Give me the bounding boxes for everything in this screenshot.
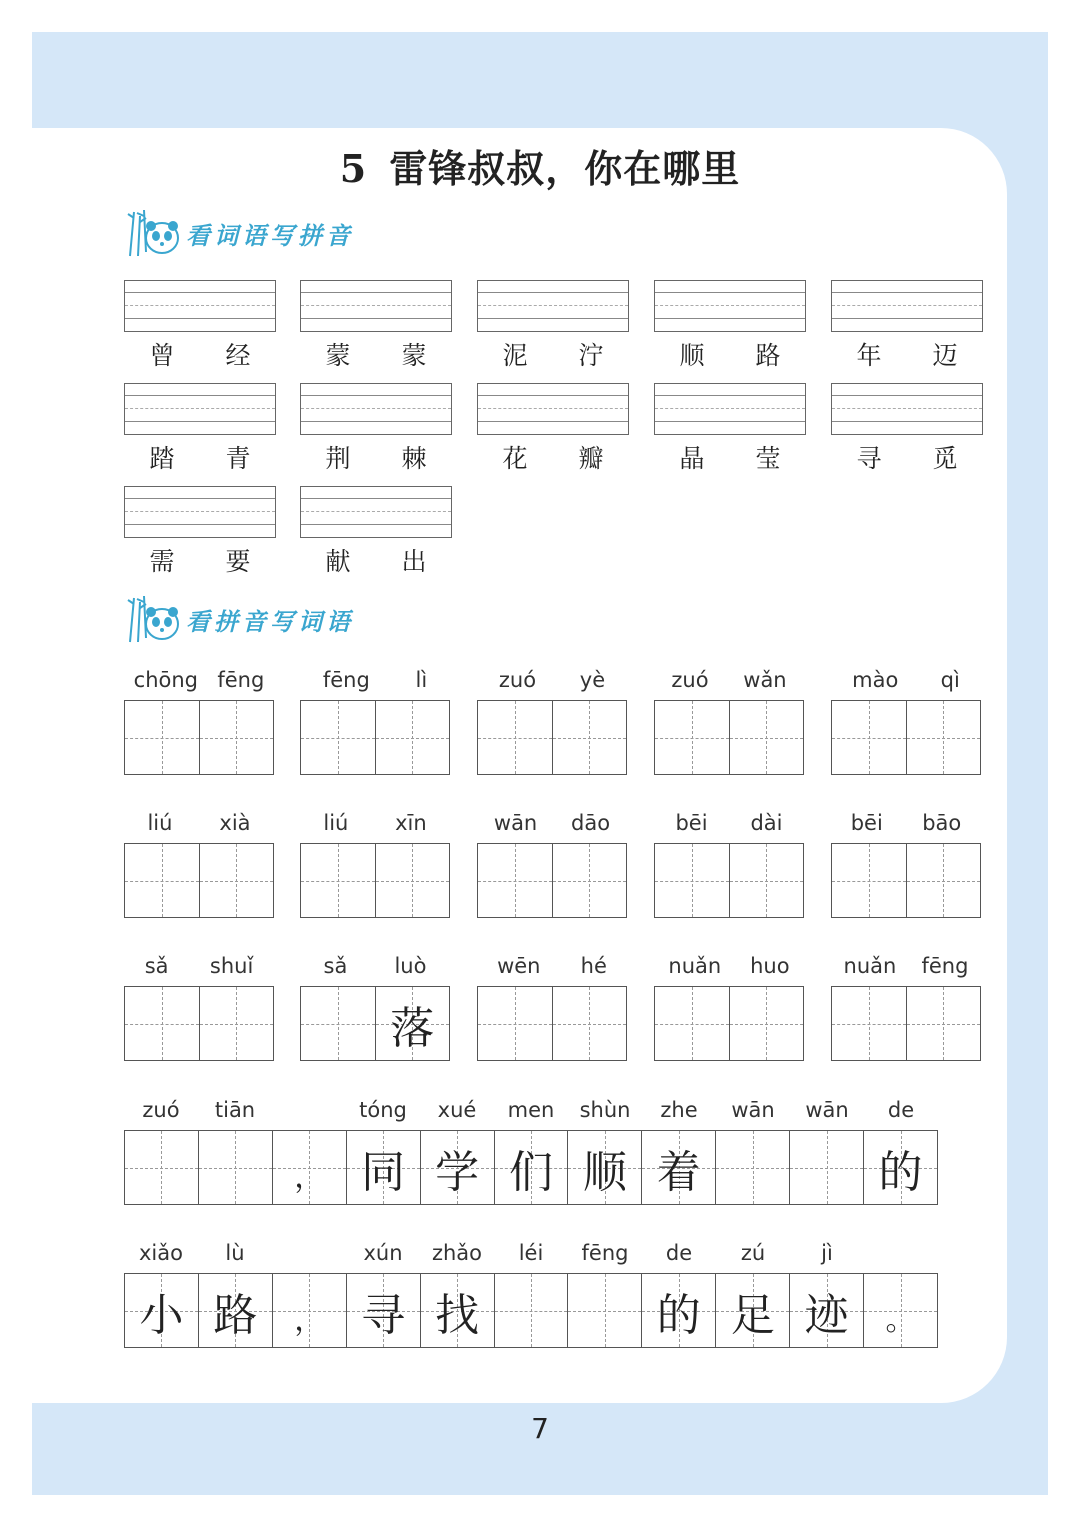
character-cell[interactable] <box>655 701 729 774</box>
filled-character: 着 <box>656 1146 701 1198</box>
sentence-pinyin: zhǎo <box>431 1241 483 1265</box>
character-cell[interactable] <box>494 1274 568 1347</box>
character-cell[interactable] <box>420 1274 494 1347</box>
pinyin-answer-box[interactable] <box>477 280 629 332</box>
filled-character: 顺 <box>582 1146 627 1198</box>
pinyin-answer-box[interactable] <box>300 280 452 332</box>
character-cell[interactable] <box>478 844 552 917</box>
punctuation-mark: ， <box>294 1303 325 1338</box>
pinyin-syllable: fēng <box>921 954 969 978</box>
character-cell[interactable] <box>863 1274 937 1347</box>
tianzige-grid <box>654 986 804 1061</box>
word-character: 蒙 <box>401 341 427 370</box>
character-cell[interactable] <box>346 1274 420 1347</box>
character-cell[interactable] <box>478 701 552 774</box>
sentence-pinyin: de <box>665 1241 693 1265</box>
tianzige-grid <box>124 700 274 775</box>
sentence-pinyin: léi <box>518 1241 544 1265</box>
tianzige-grid <box>124 986 274 1061</box>
word-label <box>300 336 452 372</box>
filled-character: 足 <box>730 1289 775 1341</box>
character-cell[interactable] <box>729 987 804 1060</box>
character-cell[interactable] <box>198 1274 272 1347</box>
lesson-title: 雷锋叔叔，你在哪里 <box>389 146 741 191</box>
character-cell[interactable] <box>125 701 199 774</box>
character-cell[interactable] <box>863 1131 937 1204</box>
filled-character <box>568 1274 641 1347</box>
filled-character <box>495 1274 568 1347</box>
pinyin-label <box>831 954 981 978</box>
pinyin-label <box>124 668 274 692</box>
page-number: 7 <box>531 1412 549 1445</box>
sentence-pinyin: zhe <box>660 1098 698 1122</box>
character-cell[interactable] <box>478 987 552 1060</box>
character-cell[interactable] <box>729 844 804 917</box>
character-cell[interactable] <box>272 1274 346 1347</box>
character-cell[interactable] <box>198 1131 272 1204</box>
word-character: 需 <box>149 547 175 576</box>
sentence-pinyin: xiǎo <box>139 1241 183 1265</box>
filled-character <box>730 701 804 774</box>
character-cell[interactable] <box>199 844 274 917</box>
punctuation-mark: ， <box>294 1160 325 1195</box>
character-cell[interactable] <box>655 987 729 1060</box>
pinyin-syllable: sǎ <box>323 954 348 978</box>
word-label <box>654 439 806 475</box>
punctuation-mark: 。 <box>885 1303 916 1338</box>
filled-character: 学 <box>435 1146 480 1198</box>
pinyin-syllable: xīn <box>395 811 427 835</box>
character-cell[interactable] <box>301 987 375 1060</box>
filled-character <box>832 987 906 1060</box>
pinyin-answer-box[interactable] <box>124 383 276 435</box>
character-cell[interactable] <box>789 1131 863 1204</box>
pinyin-syllable: dài <box>750 811 783 835</box>
filled-character <box>478 987 552 1060</box>
sentence-pinyin: zú <box>740 1241 766 1265</box>
filled-character <box>200 701 274 774</box>
word-character: 寻 <box>856 444 882 473</box>
word-character: 经 <box>225 341 251 370</box>
word-character: 路 <box>755 341 781 370</box>
word-character: 献 <box>325 547 351 576</box>
filled-character <box>907 701 981 774</box>
character-cell[interactable] <box>641 1274 715 1347</box>
word-character: 踏 <box>149 444 175 473</box>
filled-character: 们 <box>508 1146 553 1198</box>
pinyin-syllable: bāo <box>922 811 962 835</box>
pinyin-syllable: lì <box>415 668 428 692</box>
tianzige-grid <box>654 843 804 918</box>
pinyin-label <box>831 668 981 692</box>
filled-character <box>730 844 804 917</box>
pinyin-syllable: qì <box>940 668 960 692</box>
pinyin-syllable: mào <box>852 668 899 692</box>
sentence-pinyin: wān <box>805 1098 849 1122</box>
character-cell[interactable] <box>552 844 627 917</box>
word-character: 青 <box>225 444 251 473</box>
sentence-pinyin: wān <box>731 1098 775 1122</box>
character-cell[interactable] <box>375 701 450 774</box>
filled-character: 同 <box>361 1146 406 1198</box>
pinyin-label <box>300 811 450 835</box>
tianzige-grid <box>124 843 274 918</box>
filled-character <box>125 844 199 917</box>
pinyin-syllable: yè <box>579 668 606 692</box>
pinyin-answer-box[interactable] <box>831 280 983 332</box>
pinyin-answer-box[interactable] <box>124 486 276 538</box>
filled-character <box>655 844 729 917</box>
character-cell[interactable] <box>567 1274 641 1347</box>
pinyin-syllable: nuǎn <box>668 954 722 978</box>
pinyin-syllable: bēi <box>850 811 883 835</box>
word-label <box>300 439 452 475</box>
filled-character <box>478 701 552 774</box>
pinyin-label <box>654 811 804 835</box>
tianzige-grid <box>831 700 981 775</box>
filled-character: 迹 <box>804 1289 849 1341</box>
panda-bamboo-icon <box>124 594 182 644</box>
character-cell[interactable] <box>729 701 804 774</box>
tianzige-grid <box>831 986 981 1061</box>
pinyin-syllable: zuó <box>671 668 709 692</box>
word-character: 顺 <box>679 341 705 370</box>
pinyin-answer-box[interactable] <box>831 383 983 435</box>
character-cell[interactable] <box>832 987 906 1060</box>
pinyin-syllable: zuó <box>498 668 537 692</box>
pinyin-syllable: wān <box>493 811 538 835</box>
tianzige-grid <box>831 843 981 918</box>
tianzige-grid <box>300 843 450 918</box>
word-character: 晶 <box>679 444 705 473</box>
tianzige-grid <box>654 700 804 775</box>
pinyin-syllable: xià <box>219 811 251 835</box>
filled-character <box>478 844 552 917</box>
filled-character: 的 <box>878 1146 923 1198</box>
filled-character <box>301 844 375 917</box>
pinyin-label <box>300 668 450 692</box>
filled-character <box>553 701 627 774</box>
tianzige-grid <box>477 986 627 1061</box>
word-label <box>831 439 983 475</box>
character-cell[interactable] <box>906 987 981 1060</box>
filled-character <box>301 987 375 1060</box>
pinyin-label <box>654 668 804 692</box>
pinyin-syllable: wǎn <box>743 668 787 692</box>
filled-character <box>200 844 274 917</box>
filled-character: 路 <box>213 1289 258 1341</box>
filled-character <box>199 1131 272 1204</box>
filled-character <box>655 987 729 1060</box>
tianzige-grid <box>477 843 627 918</box>
pinyin-syllable: dāo <box>571 811 611 835</box>
sentence-pinyin: men <box>507 1098 555 1122</box>
pinyin-answer-box[interactable] <box>300 486 452 538</box>
sentence-pinyin: tiān <box>214 1098 256 1122</box>
pinyin-answer-box[interactable] <box>654 383 806 435</box>
character-cell[interactable] <box>301 701 375 774</box>
character-cell[interactable] <box>301 844 375 917</box>
character-cell[interactable] <box>125 1274 198 1347</box>
filled-character <box>125 1131 198 1204</box>
character-cell[interactable] <box>125 1131 198 1204</box>
word-label <box>124 542 276 578</box>
character-cell[interactable] <box>552 987 627 1060</box>
pinyin-syllable: luò <box>394 954 427 978</box>
filled-character <box>553 987 627 1060</box>
word-character: 要 <box>225 547 251 576</box>
word-character: 莹 <box>755 444 781 473</box>
word-character: 年 <box>856 341 882 370</box>
tianzige-grid <box>300 986 450 1061</box>
filled-character <box>907 844 981 917</box>
sentence-pinyin: xún <box>363 1241 403 1265</box>
filled-character: 寻 <box>361 1289 406 1341</box>
filled-character <box>655 701 729 774</box>
word-character: 出 <box>401 547 427 576</box>
filled-character <box>832 701 906 774</box>
sentence-grid <box>124 1273 938 1348</box>
character-cell[interactable] <box>906 701 981 774</box>
pinyin-syllable: chōng <box>133 668 199 692</box>
sentence-pinyin: fēng <box>581 1241 629 1265</box>
filled-character: 找 <box>435 1289 480 1341</box>
word-character: 棘 <box>401 444 427 473</box>
page-title <box>0 138 1080 193</box>
character-cell[interactable] <box>125 844 199 917</box>
character-cell[interactable] <box>789 1274 863 1347</box>
pinyin-syllable: bēi <box>675 811 708 835</box>
pinyin-syllable: huo <box>750 954 790 978</box>
character-cell[interactable] <box>567 1131 641 1204</box>
character-cell[interactable] <box>199 987 274 1060</box>
word-label <box>654 336 806 372</box>
pinyin-label <box>300 954 450 978</box>
word-label <box>124 336 276 372</box>
word-character: 迈 <box>932 341 958 370</box>
filled-character <box>301 701 375 774</box>
lesson-number: 5 <box>339 146 368 191</box>
word-character: 花 <box>502 444 528 473</box>
pinyin-label <box>477 954 627 978</box>
filled-character: 的 <box>656 1289 701 1341</box>
pinyin-label <box>124 811 274 835</box>
word-character: 瓣 <box>578 444 604 473</box>
word-character: 觅 <box>932 444 958 473</box>
pinyin-syllable: fēng <box>322 668 370 692</box>
character-cell[interactable] <box>832 844 906 917</box>
pinyin-syllable: liú <box>323 811 349 835</box>
word-character: 泥 <box>502 341 528 370</box>
word-character: 荆 <box>325 444 351 473</box>
sentence-pinyin: zuó <box>142 1098 180 1122</box>
sentence-pinyin: jì <box>821 1241 833 1265</box>
pinyin-answer-box[interactable] <box>124 280 276 332</box>
filled-character <box>907 987 981 1060</box>
tianzige-grid <box>477 700 627 775</box>
character-cell[interactable] <box>832 701 906 774</box>
pinyin-label <box>477 668 627 692</box>
character-cell[interactable] <box>715 1274 789 1347</box>
word-label <box>300 542 452 578</box>
character-cell[interactable] <box>272 1131 346 1204</box>
filled-character: 落 <box>390 1002 435 1054</box>
panda-bamboo-icon <box>124 208 182 258</box>
sentence-grid <box>124 1130 938 1205</box>
character-cell[interactable] <box>715 1131 789 1204</box>
pinyin-syllable: wēn <box>497 954 541 978</box>
pinyin-syllable: fēng <box>217 668 265 692</box>
character-cell[interactable] <box>420 1131 494 1204</box>
pinyin-syllable: sǎ <box>144 954 169 978</box>
pinyin-label <box>477 811 627 835</box>
character-cell[interactable] <box>494 1131 568 1204</box>
character-cell[interactable] <box>375 987 450 1060</box>
filled-character <box>832 844 906 917</box>
filled-character: 小 <box>139 1289 184 1341</box>
pinyin-syllable: shuǐ <box>209 954 254 978</box>
filled-character <box>790 1131 863 1204</box>
section-heading-1 <box>124 208 354 258</box>
sentence-pinyin: lù <box>225 1241 245 1265</box>
word-character: 蒙 <box>325 341 351 370</box>
sentence-pinyin: shùn <box>579 1098 631 1122</box>
filled-character <box>125 987 199 1060</box>
filled-character <box>376 701 450 774</box>
word-label <box>477 439 629 475</box>
sentence-pinyin: tóng <box>359 1098 407 1122</box>
sentence-pinyin: de <box>887 1098 915 1122</box>
character-cell[interactable] <box>346 1131 420 1204</box>
word-label <box>124 439 276 475</box>
pinyin-label <box>831 811 981 835</box>
character-cell[interactable] <box>655 844 729 917</box>
pinyin-answer-box[interactable] <box>477 383 629 435</box>
filled-character <box>125 701 199 774</box>
pinyin-answer-box[interactable] <box>654 280 806 332</box>
sentence-pinyin: xué <box>437 1098 477 1122</box>
character-cell[interactable] <box>552 701 627 774</box>
pinyin-syllable: nuǎn <box>843 954 897 978</box>
word-label <box>477 336 629 372</box>
character-cell[interactable] <box>125 987 199 1060</box>
filled-character <box>716 1131 789 1204</box>
tianzige-grid <box>300 700 450 775</box>
section-heading-label: 看词语写拼音 <box>186 220 354 250</box>
word-character: 曾 <box>149 341 175 370</box>
filled-character <box>376 844 450 917</box>
pinyin-syllable: hé <box>580 954 607 978</box>
word-character: 泞 <box>578 341 604 370</box>
pinyin-label <box>124 954 274 978</box>
filled-character <box>200 987 274 1060</box>
character-cell[interactable] <box>641 1131 715 1204</box>
section-heading-label: 看拼音写词语 <box>186 606 354 636</box>
filled-character <box>553 844 627 917</box>
word-label <box>831 336 983 372</box>
section-heading-2 <box>124 594 354 644</box>
character-cell[interactable] <box>906 844 981 917</box>
filled-character <box>730 987 804 1060</box>
character-cell[interactable] <box>375 844 450 917</box>
pinyin-syllable: liú <box>147 811 173 835</box>
pinyin-answer-box[interactable] <box>300 383 452 435</box>
pinyin-label <box>654 954 804 978</box>
character-cell[interactable] <box>199 701 274 774</box>
